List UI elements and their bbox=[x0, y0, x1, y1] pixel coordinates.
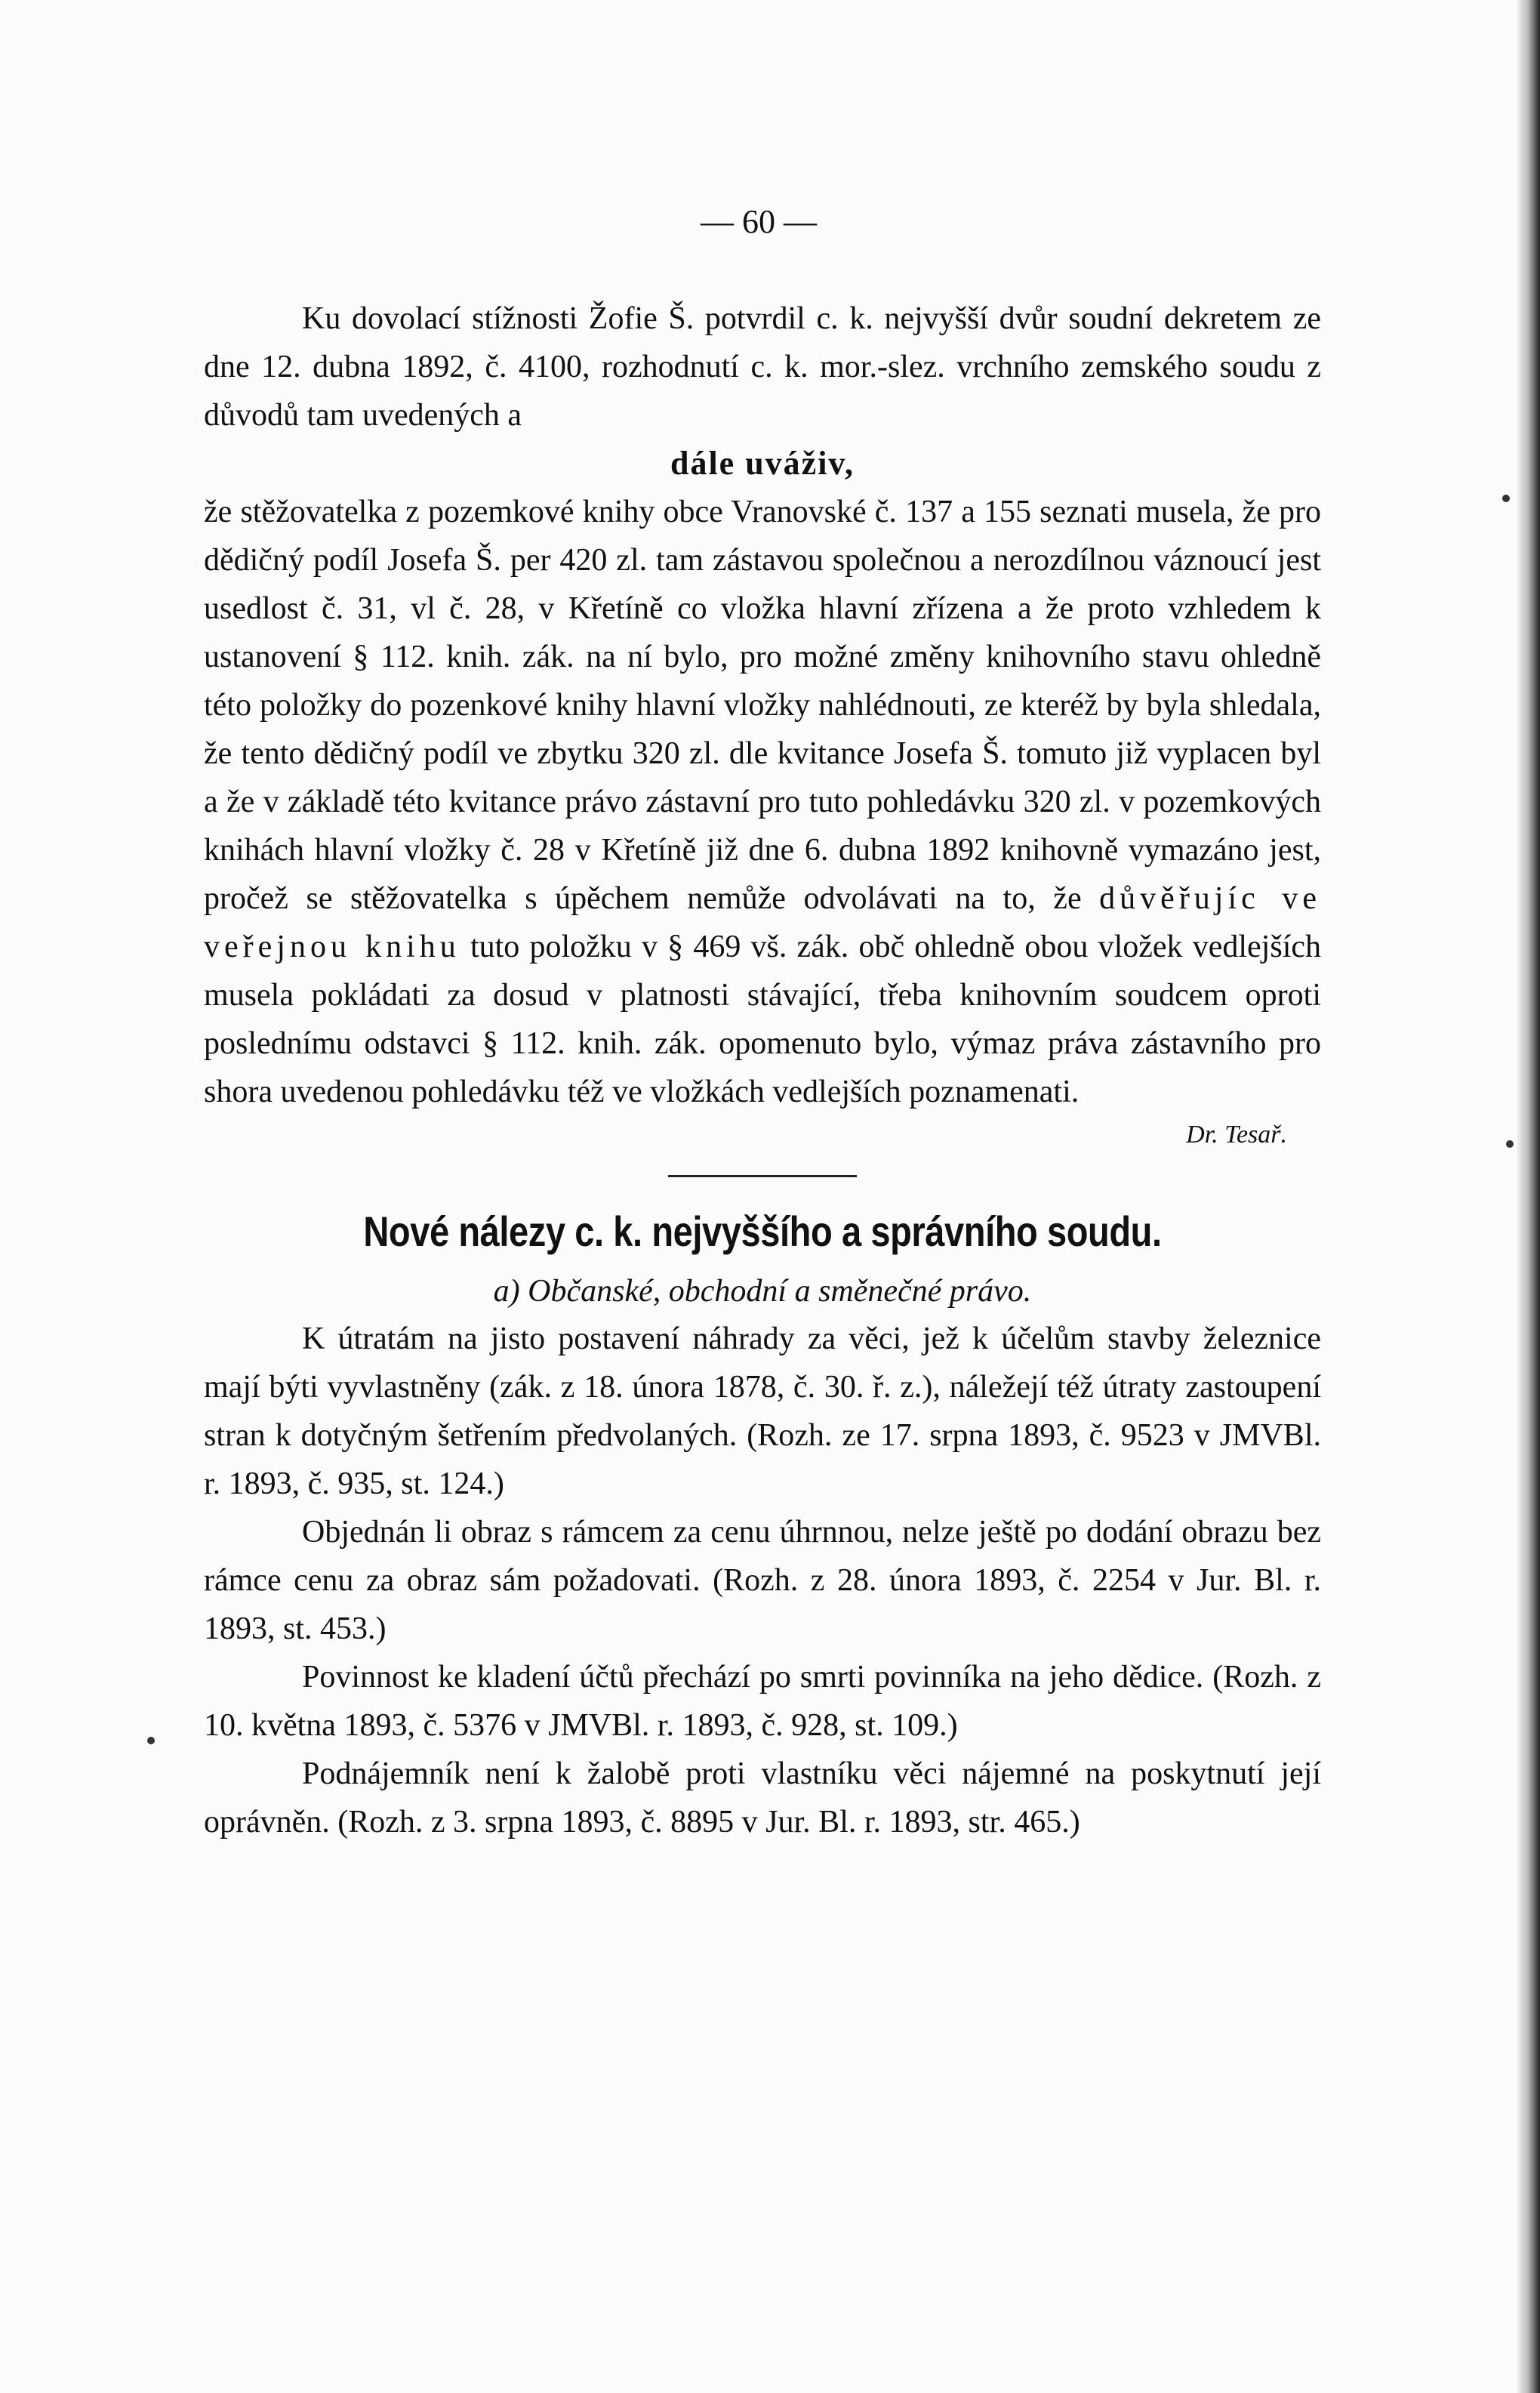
paragraph-3: Povinnost ke kladení účtů přechází po smrti povinníka na jeho dědice. (Rozh. z 10. května 1893, č. 5376 v JMVBl. r. 1893, č. 928, st. 109.) bbox=[204, 1660, 1321, 1743]
paragraph-2: Objednán li obraz s rámcem za cenu úhrnnou, nelze ještě po dodání obrazu bez rámce cenu za obraz sám požadovati. (Rozh. z 28. února 1893, č. 2254 v Jur. Bl. r. 1893, st. 453.) bbox=[204, 1515, 1321, 1646]
emphasis-heading: dále uváživ, bbox=[670, 445, 855, 482]
section-divider bbox=[668, 1175, 857, 1177]
page-edge-shadow bbox=[1517, 0, 1540, 2393]
paragraph-1: K útratám na jisto postavení náhrady za věci, jež k účelům stavby železnice mají býti vyvlastněny (zák. z 18. února 1878, č. 30. ř. z.), náležejí též útraty zastoupení stran k dotyčným šetřením předvolaných. (Rozh. ze 17. srpna 1893, č. 9523 v JMVBl. r. 1893, č. 935, st. 124.) bbox=[204, 1321, 1321, 1501]
section-subtitle: a) Občanské, obchodní a směnečné právo. bbox=[493, 1274, 1032, 1309]
text-body bbox=[204, 294, 1321, 1846]
scan-speck bbox=[1502, 495, 1510, 502]
section-title: Nové nálezy c. k. nejvyššího a správního soudu. bbox=[363, 1207, 1162, 1255]
author-signature: Dr. Tesař. bbox=[1186, 1121, 1287, 1149]
intro-paragraph: Ku dovolací stížnosti Žofie Š. potvrdil c. k. nejvyšší dvůr soudní dekretem ze dne 12. dubna 1892, č. 4100, rozhodnutí c. k. mor.-slez. vrchního zemského soudu z důvodů tam uvedených a bbox=[204, 301, 1321, 433]
page-number: — 60 — bbox=[701, 203, 817, 240]
ruling-text-part-1: že stěžovatelka z pozemkové knihy obce Vranovské č. 137 a 155 seznati musela, že pro dědičný podíl Josefa Š. per 420 zl. tam zástavou společnou a nerozdílnou váznoucí jest usedlost č. 31, vl č. 28, v Křetíně co vložka hlavní zřízena a že proto vzhledem k ustanovení § 112. knih. zák. na ní bylo, pro možné změny knihovního stavu ohledně této položky do pozenkové knihy hlavní vložky nahlédnouti, ze kteréž by byla shledala, že tento dědičný podíl ve zbytku 320 zl. dle kvitance Josefa Š. tomuto již vyplacen byl a že v základě této kvitance právo zástavní pro tuto pohledávku 320 zl. v pozemkových knihách hlavní vložky č. 28 v Křetíně již dne 6. dubna 1892 knihovně vymazáno jest, pročež se stěžovatelka s úpěchem nemůže odvolávati na to, že bbox=[204, 495, 1321, 916]
scan-speck bbox=[147, 1737, 155, 1744]
paragraph-4: Podnájemník není k žalobě proti vlastníku věci nájemné na poskytnutí její oprávněn. (Rozh. z 3. srpna 1893, č. 8895 v Jur. Bl. r. 1893, str. 465.) bbox=[204, 1756, 1321, 1839]
scan-speck bbox=[1506, 1140, 1514, 1148]
spaced-phrase: důvěřujíc ve veřejnou knihu bbox=[204, 881, 1322, 964]
ruling-paragraph bbox=[204, 488, 1321, 1116]
ruling-text-part-2: tuto položku v § 469 vš. zák. obč ohledně obou vložek vedlejších musela pokládati za dosud v platnosti stávající, třeba knihovním soudcem oproti poslednímu odstavci § 112. knih. zák. opomenuto bylo, výmaz práva zástavního pro shora uvedenou pohledávku též ve vložkách vedlejších poznamenati. bbox=[204, 930, 1322, 1109]
